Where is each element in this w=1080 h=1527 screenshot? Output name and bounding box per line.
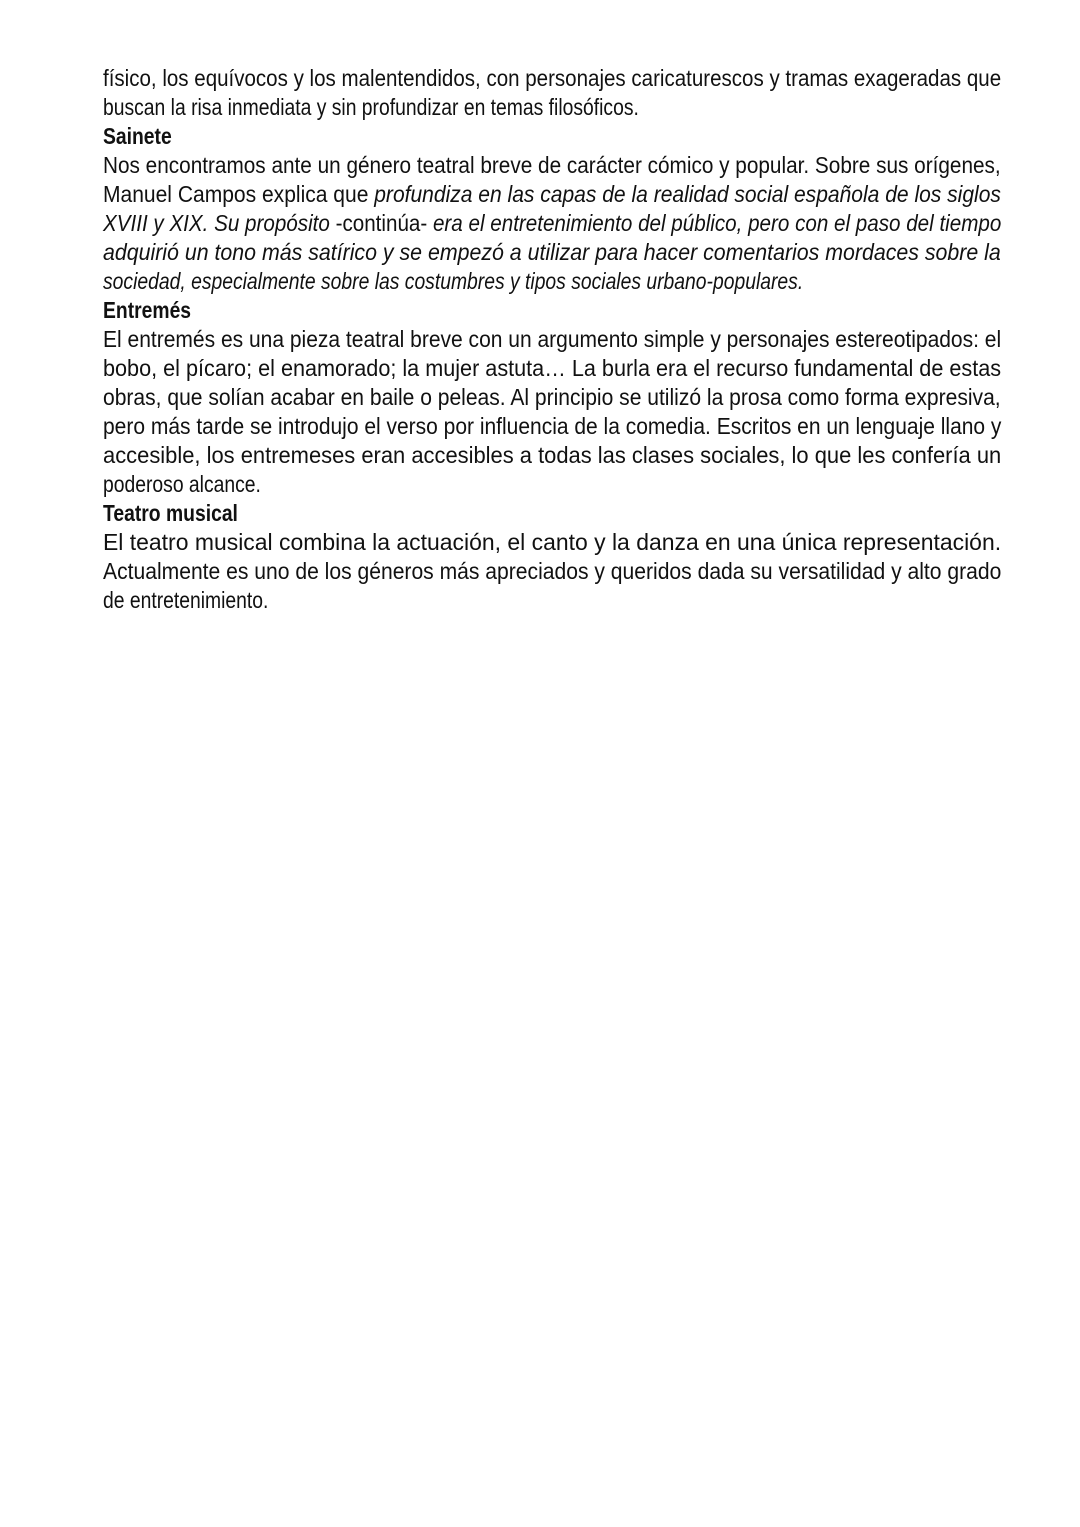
text-line <box>103 528 1002 557</box>
text-line <box>103 412 1002 441</box>
section-heading: Teatro musical <box>103 500 238 526</box>
document-page <box>103 64 1001 615</box>
text-line <box>103 180 1001 209</box>
section-heading: Sainete <box>103 123 172 149</box>
text-line <box>103 151 1001 180</box>
section-sainete <box>103 122 1001 296</box>
text-run: de entretenimiento. <box>103 587 269 613</box>
italic-quote-text: XVIII y XIX. Su propósito <box>103 210 336 236</box>
text-line <box>103 238 1001 267</box>
text-line <box>103 441 1002 470</box>
section-entremes <box>103 296 1001 499</box>
section-body <box>103 325 1001 499</box>
text-line: buscan la risa inmediata y sin profundizar en temas filosóficos. <box>103 94 639 120</box>
text-line: físico, los equívocos y los malentendidos, con personajes caricaturescos y tramas exageradas que <box>103 65 1002 91</box>
section-heading: Entremés <box>103 297 192 323</box>
text-line <box>103 470 857 499</box>
text-run: El teatro musical combina la actuación, el canto y la danza en una única representación. <box>103 529 1002 555</box>
text-line <box>103 325 1002 354</box>
text-line <box>103 557 1002 586</box>
text-run: pero más tarde se introdujo el verso por influencia de la comedia. Escritos en un lenguaje llano y <box>103 413 1002 439</box>
text-line <box>103 383 1001 412</box>
section-body <box>103 528 1001 615</box>
text-line <box>103 586 857 615</box>
text-run: poderoso alcance. <box>103 471 261 497</box>
section-body <box>103 151 1001 296</box>
text-run: Actualmente es uno de los géneros más apreciados y queridos dada su versatilidad y alto grado <box>103 558 1002 584</box>
text-line <box>103 209 1002 238</box>
italic-quote-text: profundiza en las capas de la realidad social española de los siglos <box>374 181 1001 207</box>
text-run: -continúa- <box>335 210 433 236</box>
italic-quote-text: sociedad, especialmente sobre las costumbres y tipos sociales urbano-populares. <box>103 268 804 294</box>
intro-paragraph <box>103 64 1001 122</box>
italic-quote-text: adquirió un tono más satírico y se empezó a utilizar para hacer comentarios mordaces sobre la <box>103 239 1001 265</box>
text-line <box>103 354 1002 383</box>
section-teatro-musical <box>103 499 1001 615</box>
text-run: accesible, los entremeses eran accesibles a todas las clases sociales, lo que les confería un <box>103 442 1002 468</box>
italic-quote-text: era el entretenimiento del público, pero con el paso del tiempo <box>432 210 1002 236</box>
text-run: El entremés es una pieza teatral breve con un argumento simple y personajes estereotipados: el <box>103 326 1002 352</box>
text-run: obras, que solían acabar en baile o peleas. Al principio se utilizó la prosa como forma expresiva, <box>103 384 1001 410</box>
text-line <box>103 267 857 296</box>
text-run: bobo, el pícaro; el enamorado; la mujer astuta… La burla era el recurso fundamental de estas <box>103 355 1002 381</box>
text-run: Nos encontramos ante un género teatral breve de carácter cómico y popular. Sobre sus orígenes, <box>103 152 1001 178</box>
text-run: Manuel Campos explica que <box>103 181 375 207</box>
